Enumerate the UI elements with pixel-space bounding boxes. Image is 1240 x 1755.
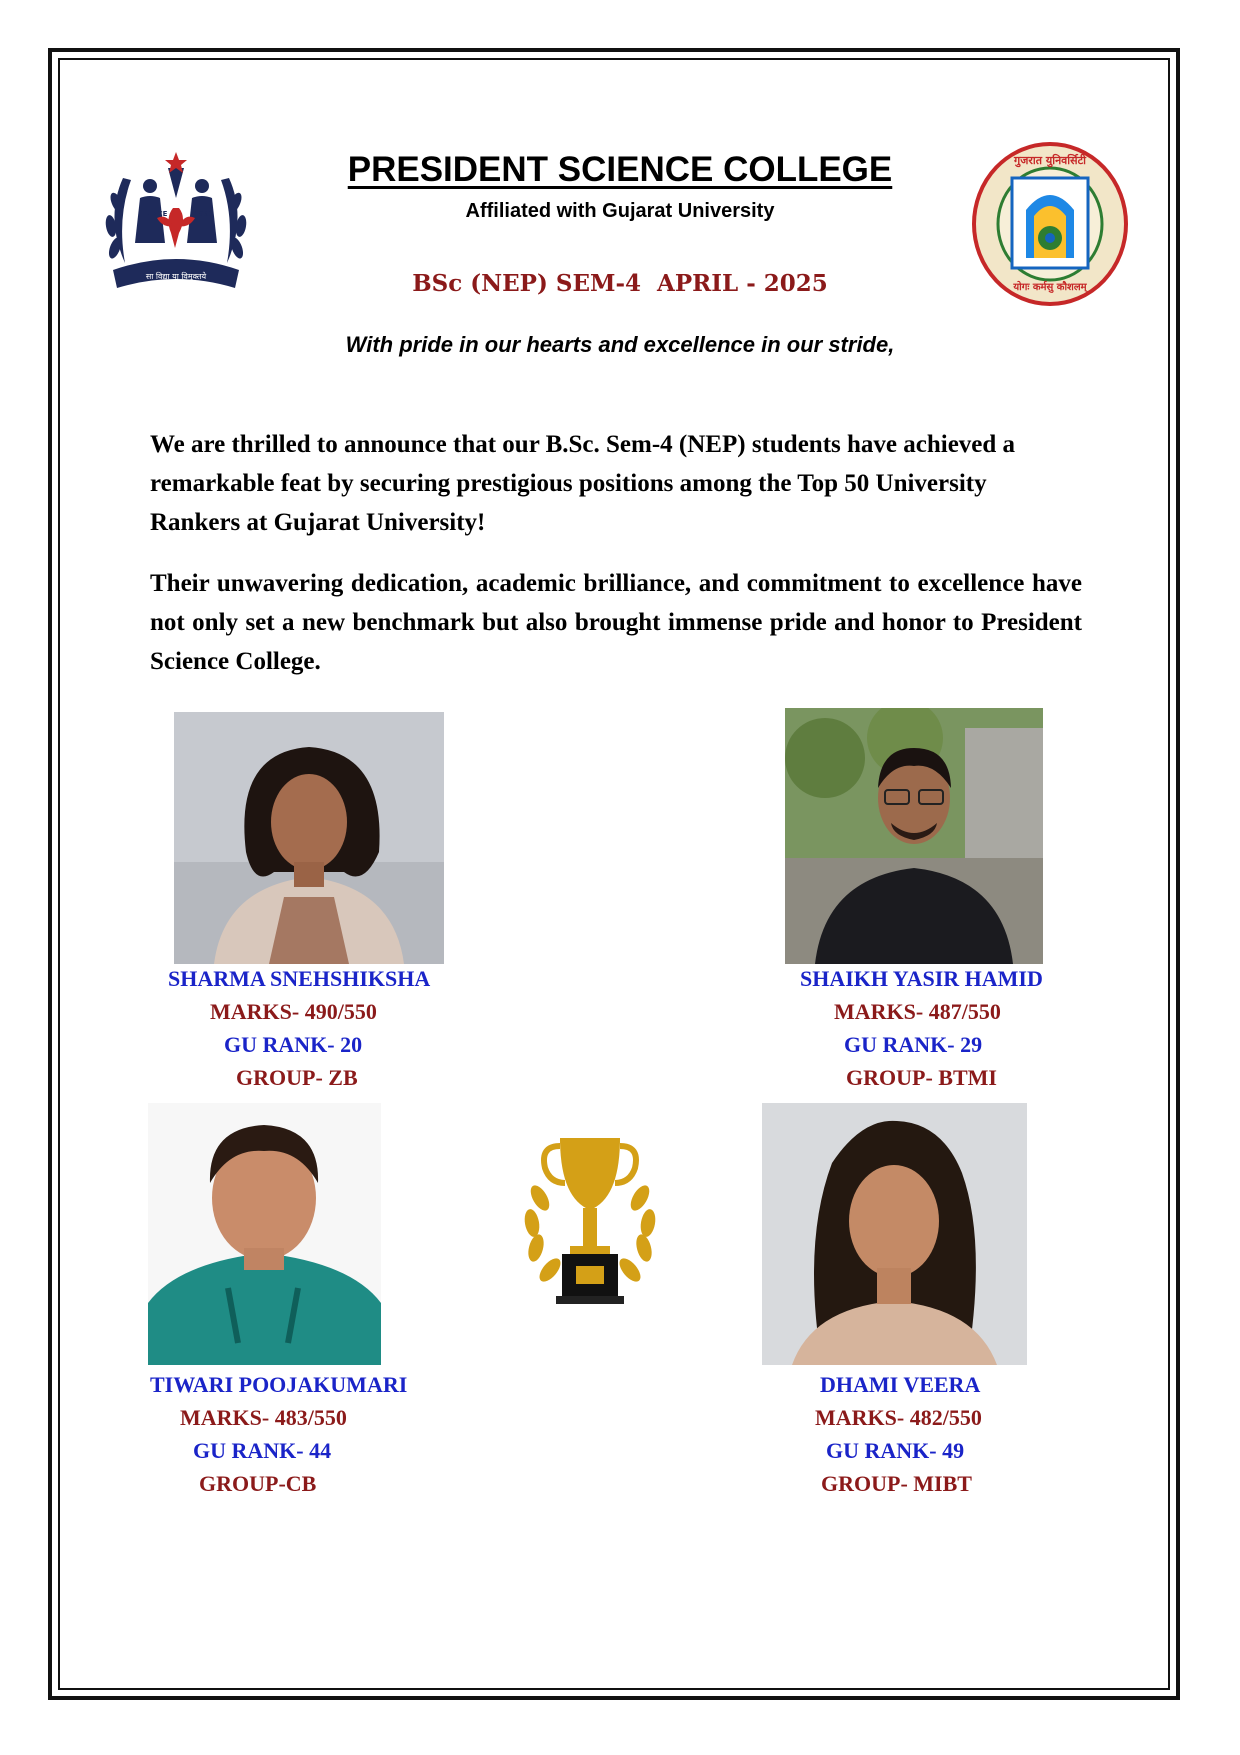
student-photo-dhami bbox=[762, 1103, 1027, 1365]
announcement-paragraph: We are thrilled to announce that our B.Sc. Sem-4 (NEP) students have achieved a remarkable feat by securing prestigious positions among the Top 50 University Rankers at Gujarat University! bbox=[150, 431, 1016, 536]
svg-text:1991: 1991 bbox=[194, 210, 214, 218]
trophy-icon bbox=[520, 1128, 660, 1328]
student-group: GROUP- BTMI bbox=[846, 1065, 997, 1090]
student-marks: MARKS- 483/550 bbox=[180, 1405, 347, 1430]
student-marks: MARKS- 490/550 bbox=[210, 999, 377, 1024]
student-rank: GU RANK- 29 bbox=[844, 1032, 983, 1057]
affiliation-text: Affiliated with Gujarat University bbox=[465, 200, 775, 222]
student-name: TIWARI POOJAKUMARI bbox=[150, 1372, 408, 1397]
student-marks: MARKS- 482/550 bbox=[815, 1405, 982, 1430]
svg-text:योगः कर्मसु कौशलम्: योगः कर्मसु कौशलम् bbox=[1013, 282, 1087, 293]
svg-text:SINCE: SINCE bbox=[144, 210, 168, 218]
achievement-paragraph: Their unwavering dedication, academic brilliance, and commitment to excellence have not only set a new benchmark but also brought immense pride and honor to President Science College. bbox=[150, 570, 1082, 675]
exam-title: BSc (NEP) SEM-4 APRIL - 2025 bbox=[412, 270, 828, 297]
student-rank: GU RANK- 49 bbox=[826, 1438, 965, 1463]
student-group: GROUP- ZB bbox=[236, 1065, 358, 1090]
svg-text:सा विद्या या विमुक्तये: सा विद्या या विमुक्तये bbox=[145, 272, 207, 281]
student-name: DHAMI VEERA bbox=[820, 1372, 981, 1397]
svg-text:गुजरात युनिवर्सिटी: गुजरात युनिवर्सिटी bbox=[1014, 154, 1086, 167]
student-photo-tiwari bbox=[148, 1103, 381, 1365]
student-marks: MARKS- 487/550 bbox=[834, 999, 1001, 1024]
student-photo-shaikh bbox=[785, 708, 1043, 964]
student-name: SHARMA SNEHSHIKSHA bbox=[168, 966, 431, 991]
student-rank: GU RANK- 20 bbox=[224, 1032, 363, 1057]
student-name: SHAIKH YASIR HAMID bbox=[800, 966, 1043, 991]
student-rank: GU RANK- 44 bbox=[193, 1438, 332, 1463]
student-group: GROUP-CB bbox=[199, 1471, 317, 1496]
tagline: With pride in our hearts and excellence in our stride, bbox=[345, 332, 895, 357]
college-name: PRESIDENT SCIENCE COLLEGE bbox=[347, 150, 893, 189]
student-photo-sharma bbox=[174, 712, 444, 964]
student-group: GROUP- MIBT bbox=[821, 1471, 972, 1496]
